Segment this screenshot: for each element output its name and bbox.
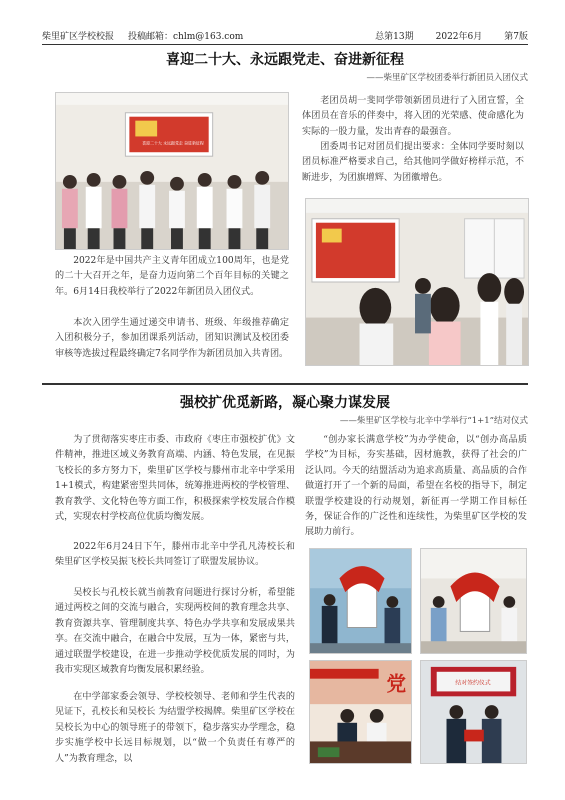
article1-subtitle: ——柴里矿区学校团委举行新团员入团仪式 <box>366 73 528 83</box>
photo-oath-ceremony <box>55 92 289 250</box>
header-rule <box>42 44 528 45</box>
issue-date: 2022年6月 <box>435 31 483 42</box>
article2-para-left-4: 在中学部家委会领导、学校校领导、老师和学生代表的见证下，孔校长和吴校长 为结盟学校揭牌。柴里矿区学校在吴校长为中心的领导班子的带领下，稳步落实办学理念，稳步实施学校中长远目标规划，以“做一个负责任有尊严的人”为教育理念，以 <box>55 692 295 764</box>
banner-text: 喜迎二十大 永远跟党走 奋进新征程 <box>142 140 204 146</box>
section-divider <box>42 383 528 385</box>
article2-subtitle: ——柴里矿区学校与北辛中学举行“1+1”结对仪式 <box>339 416 528 426</box>
article2-para-left-3: 吴校长与孔校长就当前教育问题进行探讨分析，希望能通过两校之间的交流与融合，实现两校间的教育理念共享、教育资源共享、管理制度共享、特色办学共享和发展成果共享。在交流中融合，在融合中发展，互为一体，紧密与共，通过联盟学校建设，在进一步推动学校优质发展的同时，为我市实现区域教育均衡发展积累经验。 <box>55 588 295 676</box>
photo-signing-ceremony <box>309 660 412 764</box>
school-name: 柴里矿区学校校报 <box>42 31 115 42</box>
contribution-email: 投稿邮箱：chlm@163.com <box>128 31 244 42</box>
photo-new-members <box>305 198 529 366</box>
party-banner-char: 党 <box>386 672 407 696</box>
page-number: 第7版 <box>504 31 528 42</box>
article1-para-right-1: 老团员胡一斐同学带领新团员进行了入团宣誓，全体团员在音乐的伴奏中，将入团的光荣感、使命感化为实际的一股力量，发出青春的最强音。 <box>302 96 524 137</box>
screen-text: 结对签约仪式 <box>455 680 491 687</box>
article1-para-left-2: 本次入团学生通过递交申请书、班级、年级推荐确定入团积极分子，参加团课系列活动，团知识测试及校团委审核等选拔过程最终确定7名同学作为新团员加入共青团。 <box>55 318 289 359</box>
issue-total: 总第13期 <box>375 31 414 42</box>
photo-agreement-exchange <box>420 660 527 764</box>
article2-para-right-1: “创办家长满意学校”为办学使命，以“创办高品质学校”为目标，夯实基础，因材施教，获得了社会的广泛认同。今天的结盟活动为追求高质量、高品质的合作做道打开了一个新的局面，希望在名校的指导下，制定联盟学校建设的行动规划，新征再一学期工作目标任务，保证合作的广泛性和连续性，为柴里矿区学校的发展助力前行。 <box>305 435 527 538</box>
article2-title: 强校扩优觅新路，凝心聚力谋发展 <box>180 395 390 411</box>
article1-para-left-1: 2022年是中国共产主义青年团成立100周年，也是党的二十大召开之年，是奋力迈向第二个百年目标的关键之年。6月14日我校举行了2022年新团员入团仪式。 <box>55 256 289 297</box>
article2-para-left-1: 为了贯彻落实枣庄市委、市政府《枣庄市强校扩优》文件精神，推进区域义务教育高端、内涵、特色发展，在见振飞校长的多方努力下，柴里矿区学校与滕州市北辛中学采用1+1模式，构建紧密型共同体，统筹推进两校的学校管理、教育教学、文化特色等方面工作，积极探索学校发展合作模式，实现农村学校高位优质均衡发展。 <box>55 435 295 523</box>
photo-plaque-unveil-2 <box>420 548 527 654</box>
article1-para-right-2: 团委周书记对团员们提出要求：全体同学要时刻以团员标准严格要求自己，给其他同学做好榜样示范，不断进步，为团旗增辉、为团徽增色。 <box>302 142 524 183</box>
photo-plaque-unveil-1 <box>309 548 412 654</box>
masthead <box>42 27 528 43</box>
article1-title: 喜迎二十大、永远跟党走、奋进新征程 <box>166 52 404 68</box>
article2-para-left-2: 2022年6月24日下午，滕州市北辛中学孔凡涛校长和柴里矿区学校吴振飞校长共同签订了联盟发展协议。 <box>55 542 295 568</box>
